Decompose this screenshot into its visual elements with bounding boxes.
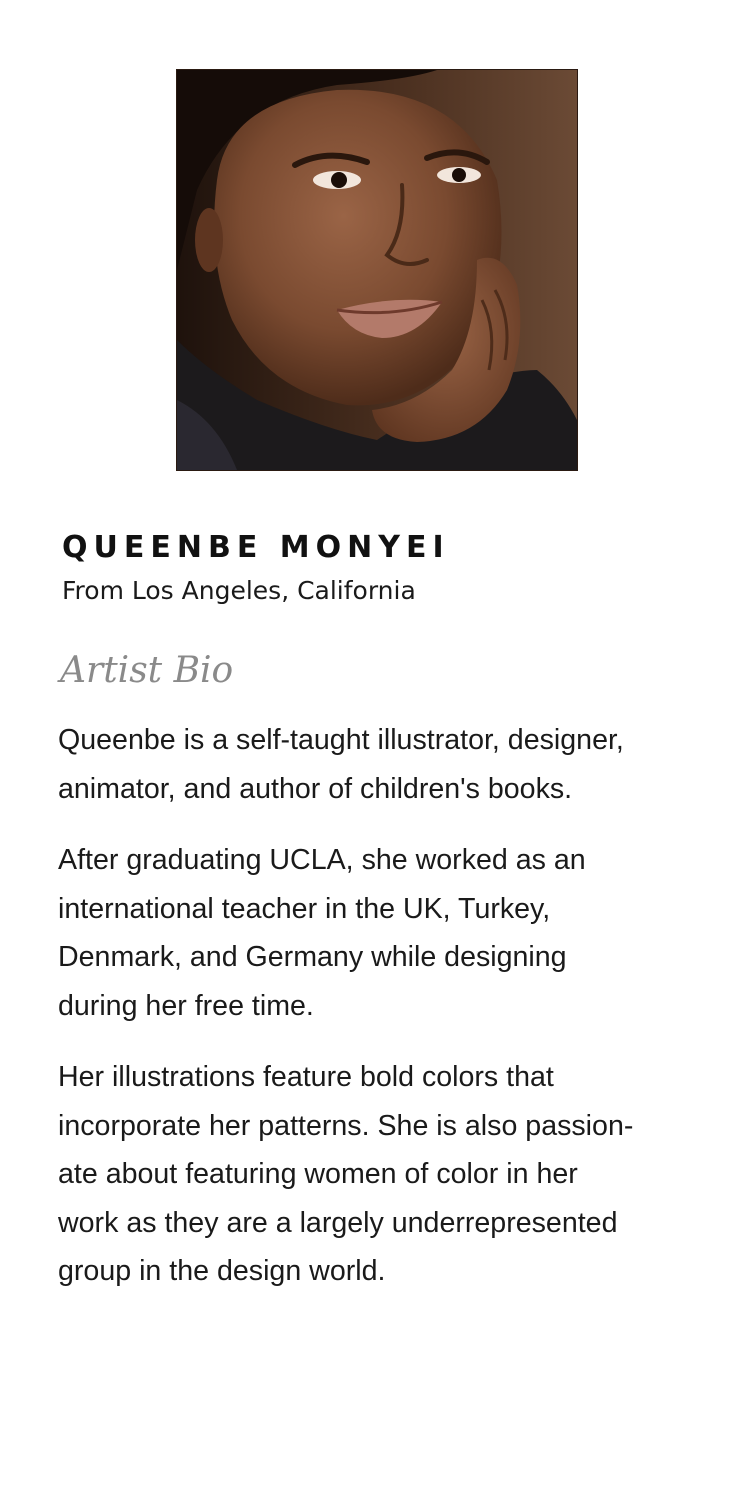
bio-text: [58, 716, 698, 1319]
bio-line: work as they are a largely underrepresented: [58, 1206, 618, 1239]
bio-line: animator, and author of children's books.: [58, 772, 573, 805]
bio-line: group in the design world.: [58, 1255, 386, 1287]
bio-paragraph: [58, 836, 698, 1030]
bio-heading: Artist Bio: [60, 650, 234, 691]
bio-line: international teacher in the UK, Turkey,: [58, 892, 551, 925]
bio-line: during her free time.: [58, 989, 314, 1022]
bio-line: ate about featuring women of color in her: [58, 1158, 578, 1190]
artist-origin: From Los Angeles, California: [62, 576, 416, 605]
bio-paragraph: [58, 716, 698, 813]
person-portrait-photo: [177, 70, 577, 470]
bio-line: Queenbe is a self-taught illustrator, designer,: [58, 724, 624, 756]
bio-line: Denmark, and Germany while designing: [58, 941, 567, 973]
artist-portrait: [176, 69, 578, 471]
bio-paragraph: [58, 1053, 698, 1296]
bio-line: incorporate her patterns. She is also passion-: [58, 1109, 634, 1142]
artist-name: QUEENBE MONYEI: [62, 530, 450, 565]
bio-line: Her illustrations feature bold colors that: [58, 1061, 554, 1093]
bio-line: After graduating UCLA, she worked as an: [58, 844, 586, 876]
